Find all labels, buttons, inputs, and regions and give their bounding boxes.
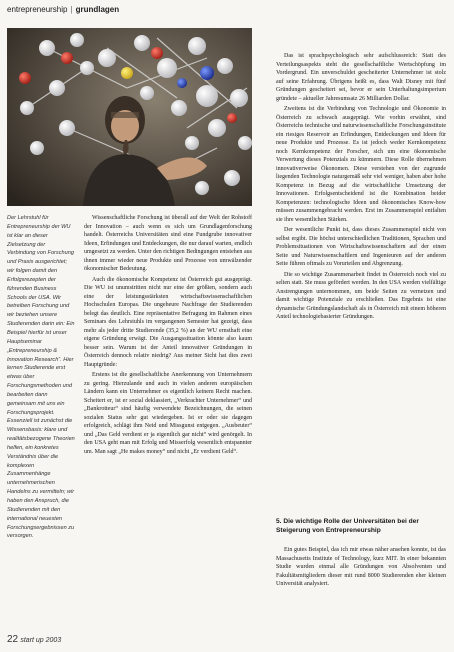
magazine-name: start up 2003 (20, 637, 62, 644)
article-column-3 (276, 546, 446, 589)
article-column-2 (276, 52, 446, 324)
page-number: 22 (7, 634, 19, 645)
article-column-1 (84, 214, 252, 458)
photo-caption: Der Lehrstuhl für Entrepreneurship der WU ist klar an dieser Zielsetzung der Verbindung von Forschung und Praxis ausgerichtet; wir folgen damit den Erfolgsrezepten der führenden Business Schools der USA. Wir betreiben Forschung und wir beziehen unsere Studierenden darin ein: Ein Beispiel hierfür ist unser Hauptseminar „Entrepreneurship & Innovation Research“. Hier lernen Studierende erst etwas über Forschungsmethoden und bearbeiten dann gemeinsam mit uns ein Forschungsprojekt. Essenziell ist zunächst die Wissensbasis: klare und realitätsbezogene Theorien helfen, ein konkretes Verständnis über die komplexen Zusammenhänge unternehmerischen Handelns zu vermitteln; wir haben den Anspruch, die Studierenden mit den international neuesten Forschungsergebnissen zu versorgen. (7, 215, 75, 540)
molecule-model-photo (7, 28, 252, 206)
paragraph: Zweitens ist die Verbindung von Technologie und Ökonomie in Österreich zu schwach ausgeprägt. Wie vorhin erwähnt, sind Österreichs technische und naturwissenschaftliche Forschungsinstitute ein riesiges Reservoir an Erfindungen, Entdeckungen und Ideen für neue Produkte und Prozesse. Es ist jedoch weder Kernkompetenz noch Kernkompetenz der Forscher, sich um eine ökonomische Verwertung dieses Potenzials zu kümmern. Diese Rolle übernehmen innovativerweise Ökonomen. Diese verstehen von der zugrunde liegenden Technologie naturgemäß sehr viel weniger, haben aber hohe Kompetenz in Bezug auf die wirtschaftliche Umsetzung der Innovationen. Erfolgsentscheidend ist die Kombination beider Kompetenzen: technologische Ideen und ökonomisches Know-how müssen zusammengebracht werden. Erst im Zusammenspiel entfalten sie ihre wesentlichen Stärken. (276, 106, 446, 223)
paragraph: Die so wichtige Zusammenarbeit findet in Österreich noch viel zu selten statt. Sie muss gefördert werden. In den USA werden vielfältige Anstrengungen unternommen, um beide Seiten zu vernetzen und damit wichtige Potenziale zu erschließen. Das Ergebnis ist eine dynamische Gründungslandschaft als in Österreich mit einem höheren Anteil technologiebasierter Gründungen. (276, 271, 446, 320)
header-separator: | (70, 5, 73, 14)
header-section: entrepreneurship (7, 5, 68, 14)
header-subsection: grundlagen (75, 5, 120, 14)
page-footer (7, 634, 61, 645)
paragraph: Wissenschaftliche Forschung ist überall auf der Welt der Rohstoff der Innovation – auch wenn es sich um Grundlagenforschung handelt. Österreichs Universitäten sind eine Fundgrube innovativer Ideen, Erfindungen und Entdeckungen, die nur darauf warten, endlich umgesetzt zu werden. Unter den richtigen Bedingungen entstehen aus ihnen immer wieder neue Produkte und Prozesse von umwälzender ökonomischer Bedeutung. (84, 215, 252, 272)
page-header (7, 5, 119, 14)
paragraph: Erstens ist die gesellschaftliche Anerkennung von Unternehmern zu gering. Hierzulande und auch in vielen anderen europäischen Ländern kann ein Unternehmer es eigentlich keinem Recht machen. Scheitert er, ist er sozial deklassiert, „Verkrachter Unternehmer“ und „Bankrotteur“ sind häufig verwendete Bezeichnungen, die seinen sozialen Status sehr gut wiedergeben. Ist er oder sie dagegen erfolgreich, schlägt ihm Neid und Missgunst entgegen. „Ausbeuter“ und „Das Geld verdient er ja eigentlich gar nicht“ wird genörgelt. In den USA geht man mit Erfolg und Misserfolg wesentlich entspannter um. Man sagt „He makes money“ und nicht „Er verdient Geld“. (84, 372, 252, 455)
paragraph: Der wesentliche Punkt ist, dass dieses Zusammenspiel nicht von selbst ergibt. Die höchst unterschiedlichen Traditionen, Sprachen und Problemsituationen von Wirtschaftswissenschaftern auf der einen Seite und Naturwissenschaftlern und Ingenieuren auf der anderen Seite führen oftmals zu Vorurteilen und Abgrenzung. (276, 227, 446, 267)
paragraph: Das ist sprachpsychologisch sehr aufschlussreich: Statt des Verteilungsaspekts steht die gesellschaftliche Wertschöpfung im Vordergrund. Ein unverschuldet gescheiterter Unternehmer ist stolz auf seine Erfahrung. Übrigens heißt es, dass Walt Disney mit fünf Gründungen gescheitert sei, bevor er sein Unterhaltungsimperium gründete – aktueller Jahresumsatz 26 Milliarden Dollar. (276, 53, 446, 102)
paragraph: Auch die ökonomische Kompetenz ist Österreich gut ausgeprägt. Die WU ist unumstritten nicht nur eine der größten, sondern auch eine der leistungsstärksten wirtschaftswissenschaftlichen Hochschulen Europas. Die ungeheure Nachfrage der Studierenden belegt das deutlich. Eine repräsentative Befragung im Rahmen eines Seminars des Lehrstuhls im vergangenen Semester hat gezeigt, dass mehr als jeder dritte Studierende (35,2 %) an der WU ernsthaft eine eigene Gründung erwägt. Die Ausgangssituation könnte also kaum besser sein. Warum ist der Anteil innovativer Gründungen in Österreich dennoch relativ niedrig? Aus meiner Sicht hat dies zwei Hauptgründe: (84, 276, 252, 368)
photo-illustration (7, 28, 252, 206)
paragraph: Ein gutes Beispiel, das ich mir etwas näher ansehen konnte, ist das Massachusetts Institute of Technology, kurz MIT. In einer bekannten Studie wurden einmal alle Gründungen von Absolventen und Fakultätsmitgliedern dieser mit rund 8000 Studierenden eher kleinen Universität analysiert. (276, 547, 446, 587)
section-heading: 5. Die wichtige Rolle der Universitäten bei der Steigerung von Entrepreneurship (276, 518, 419, 534)
